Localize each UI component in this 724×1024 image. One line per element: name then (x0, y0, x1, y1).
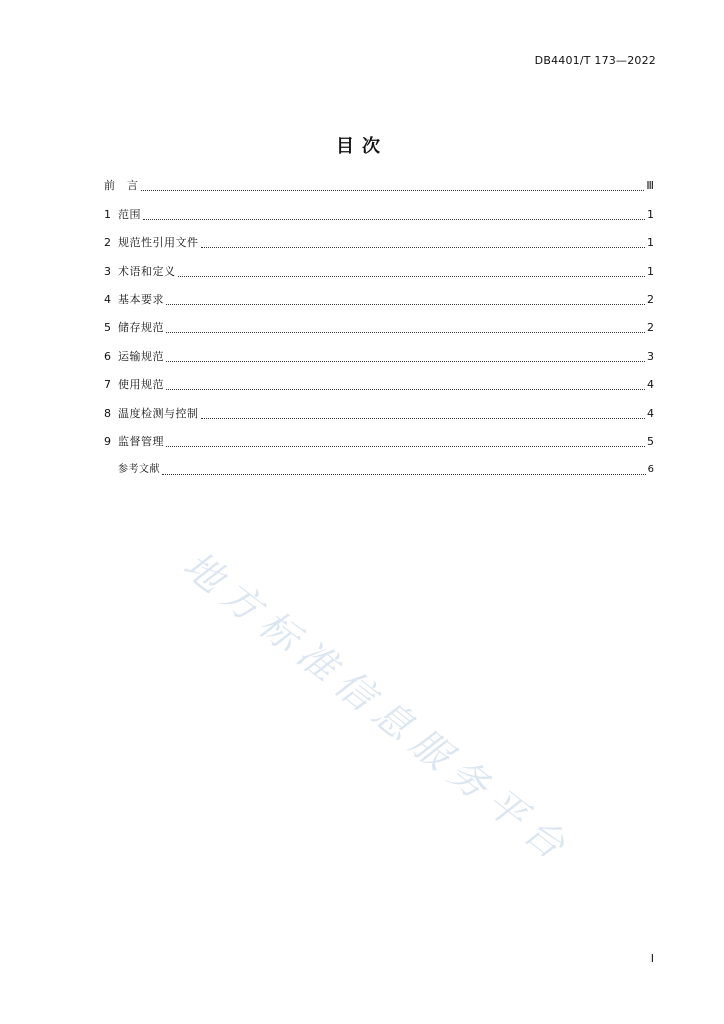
toc-entry-label: 监督管理 (118, 434, 164, 448)
dot-leader (166, 445, 645, 447)
toc-entry-number: 8 (104, 406, 111, 420)
dot-leader (201, 246, 646, 248)
toc-entry-label: 储存规范 (118, 321, 164, 335)
toc-entry-label: 范围 (118, 207, 141, 221)
toc-entry-number: 5 (104, 321, 111, 335)
toc-entry-page: 2 (647, 321, 654, 335)
page-title: 目次 (336, 136, 388, 157)
toc-entry-page: 4 (647, 378, 654, 392)
toc-entry-page: 6 (647, 464, 654, 476)
toc-entry-number: 9 (104, 434, 111, 448)
toc-entry-foreword[interactable] (104, 168, 654, 196)
dot-leader (143, 218, 645, 220)
toc-entry-page: 3 (647, 349, 654, 363)
toc-entry-page: Ⅲ (646, 179, 654, 193)
dot-leader (201, 417, 646, 419)
page-number: I (650, 952, 654, 965)
toc-entry-label: 参考文献 (118, 464, 160, 476)
toc-entry-page: 1 (647, 207, 654, 221)
toc-entry-page: 2 (647, 292, 654, 306)
document-code: DB4401/T 173—2022 (534, 54, 656, 67)
toc-entry-3[interactable] (104, 253, 654, 281)
toc-entry-number: 1 (104, 207, 111, 221)
toc-entry-2[interactable] (104, 225, 654, 253)
table-of-contents (104, 168, 654, 480)
toc-entry-1[interactable] (104, 196, 654, 224)
toc-entry-page: 4 (647, 406, 654, 420)
toc-entry-label: 前 言 (104, 179, 139, 193)
dot-leader (166, 388, 645, 390)
dot-leader (162, 473, 646, 475)
dot-leader (166, 360, 645, 362)
toc-entry-page: 5 (647, 434, 654, 448)
toc-entry-references[interactable] (104, 452, 654, 480)
toc-entry-label: 使用规范 (118, 378, 164, 392)
toc-entry-number: 4 (104, 292, 111, 306)
toc-entry-9[interactable] (104, 424, 654, 452)
toc-entry-label: 规范性引用文件 (118, 236, 199, 250)
toc-entry-label: 温度检测与控制 (118, 406, 199, 420)
dot-leader (178, 275, 646, 277)
toc-entry-5[interactable] (104, 310, 654, 338)
toc-entry-label: 术语和定义 (118, 264, 176, 278)
toc-entry-6[interactable] (104, 338, 654, 366)
toc-entry-number: 2 (104, 236, 111, 250)
dot-leader (166, 331, 645, 333)
toc-entry-number: 3 (104, 264, 111, 278)
toc-entry-4[interactable] (104, 282, 654, 310)
watermark: 地方标准信息服务平台 (175, 542, 581, 873)
toc-entry-number: 7 (104, 378, 111, 392)
toc-entry-label: 运输规范 (118, 349, 164, 363)
toc-entry-number: 6 (104, 349, 111, 363)
toc-entry-label: 基本要求 (118, 292, 164, 306)
dot-leader (166, 303, 645, 305)
toc-entry-7[interactable] (104, 367, 654, 395)
toc-entry-8[interactable] (104, 395, 654, 423)
dot-leader (141, 189, 645, 191)
toc-entry-page: 1 (647, 264, 654, 278)
toc-entry-page: 1 (647, 236, 654, 250)
